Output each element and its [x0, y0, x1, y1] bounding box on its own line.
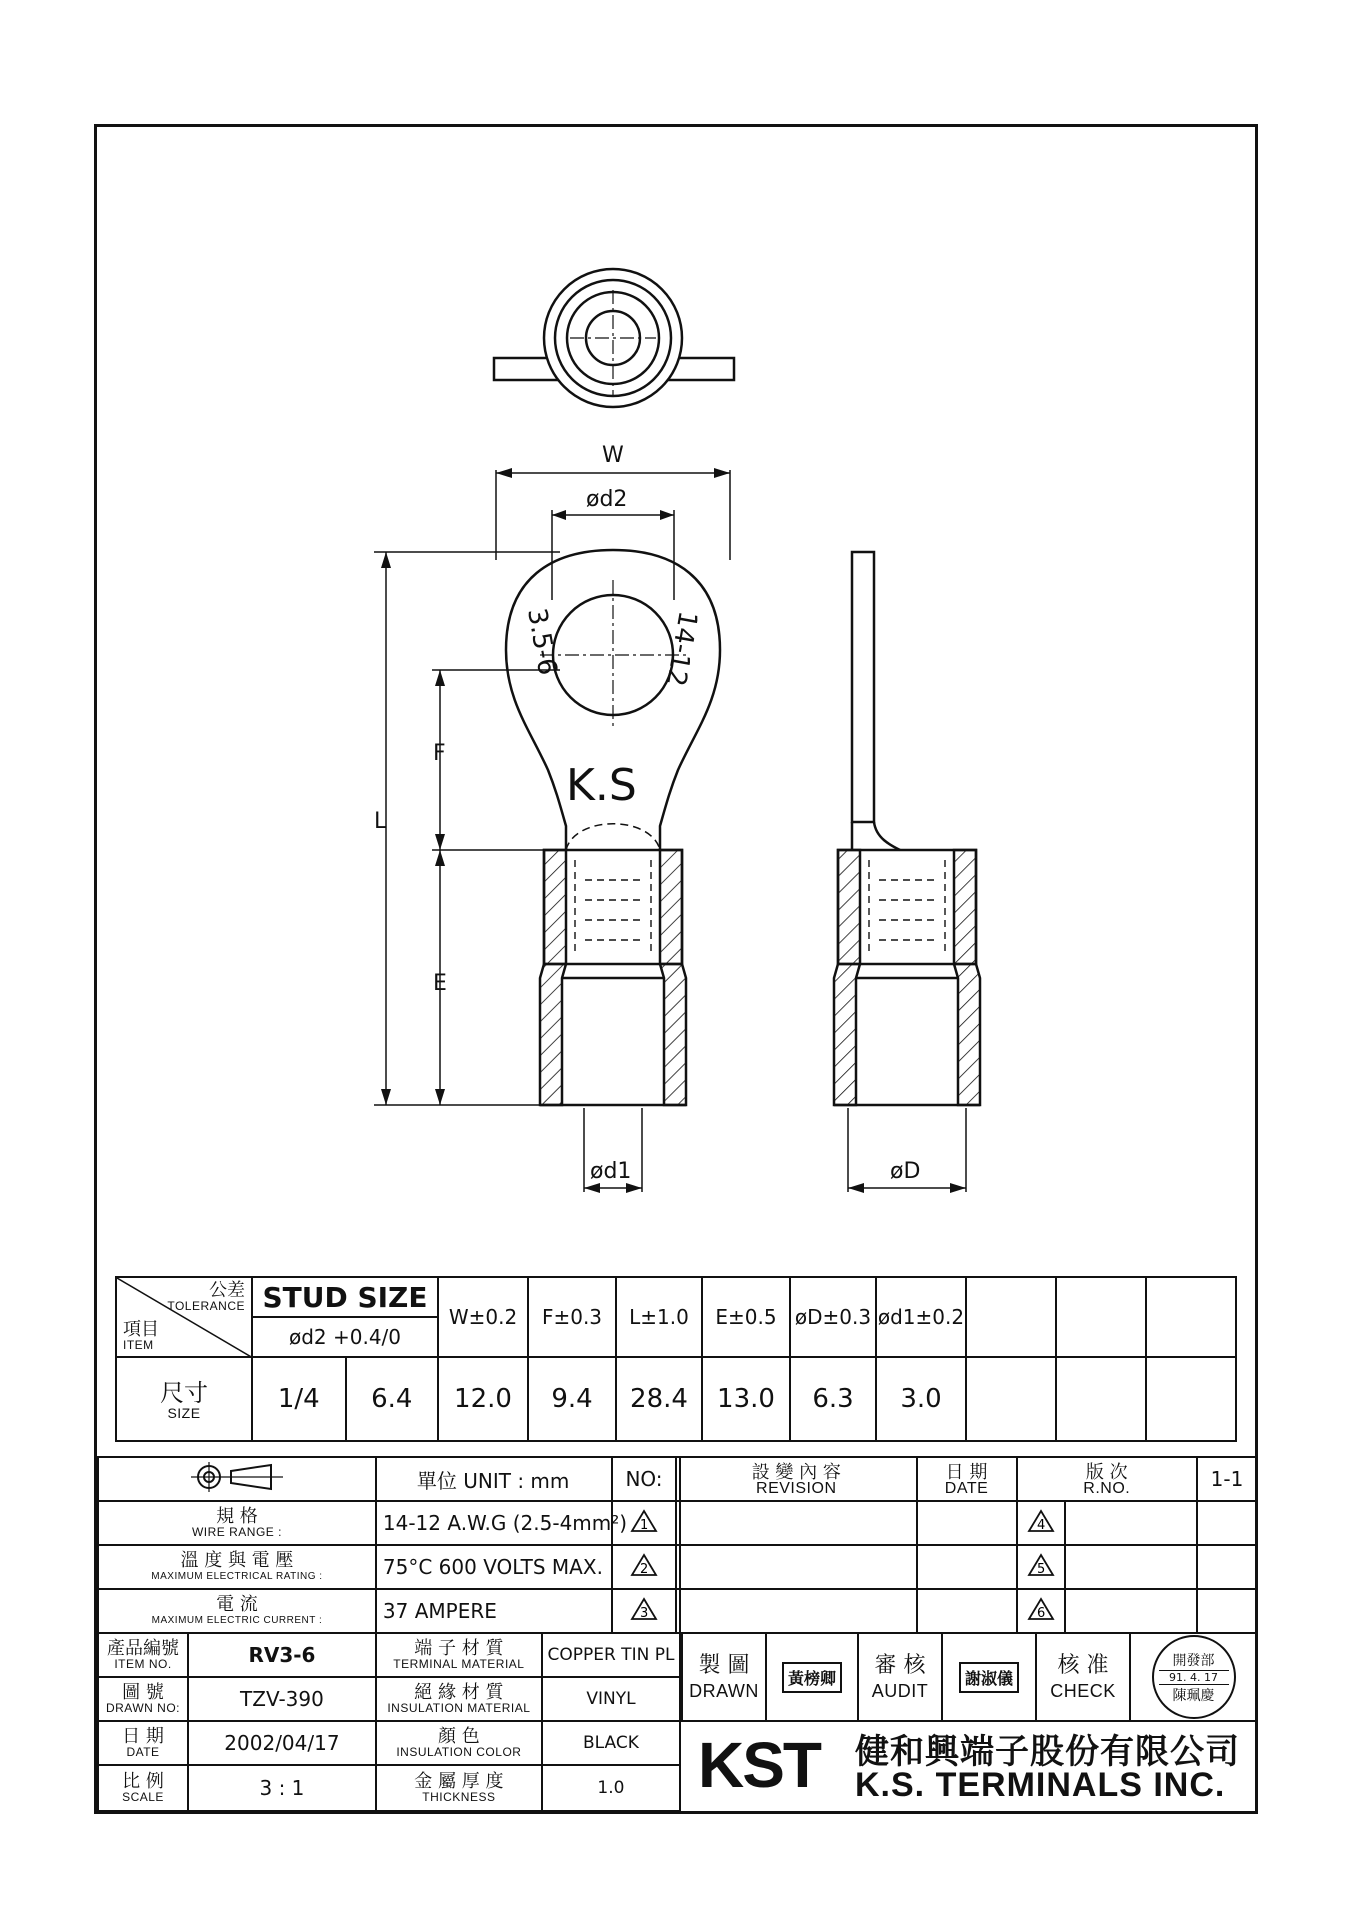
drawn-no-label: [98, 1677, 188, 1721]
empty-val-2: [1056, 1357, 1146, 1441]
thick-label: [376, 1765, 542, 1811]
empty-val-1: [966, 1357, 1056, 1441]
rev-date-6: [1197, 1589, 1257, 1633]
company-logo: [690, 1718, 1255, 1808]
triangle-mark-icon: [630, 1553, 658, 1577]
projection-symbol: [98, 1457, 376, 1501]
rno-zh: 版 次: [1085, 1461, 1128, 1483]
scale-en: SCALE: [122, 1789, 164, 1804]
seal-date: 91. 4. 17: [1169, 1670, 1218, 1684]
svg-text:4: 4: [1036, 1518, 1045, 1533]
item-no-label: [98, 1633, 188, 1677]
size-en: SIZE: [167, 1404, 201, 1421]
ins-color-en: INSULATION COLOR: [396, 1744, 522, 1759]
item-no-value: RV3-6: [188, 1633, 376, 1677]
stud-size-header: STUD SIZE: [252, 1277, 438, 1317]
rev-desc-6: [1065, 1589, 1197, 1633]
ins-color-value: BLACK: [542, 1721, 680, 1765]
ins-mat-en: INSULATION MATERIAL: [387, 1700, 531, 1715]
rev-mark-5: [1017, 1545, 1065, 1589]
value-w: 12.0: [438, 1357, 528, 1441]
triangle-mark-icon: [1027, 1509, 1055, 1533]
svg-text:5: 5: [1036, 1562, 1045, 1577]
audit-signature: [942, 1633, 1036, 1721]
drawn-label: [682, 1633, 766, 1721]
approval-table: [681, 1632, 1258, 1722]
value-D: 6.3: [790, 1357, 876, 1441]
rev-desc-4: [1065, 1501, 1197, 1545]
size-zh: 尺寸: [160, 1378, 208, 1407]
audit-en: AUDIT: [871, 1681, 929, 1701]
side-view: [834, 552, 980, 1105]
rev-desc-1: [676, 1501, 917, 1545]
audit-label: [858, 1633, 942, 1721]
size-label-cell: [116, 1357, 252, 1441]
wire-range-zh: 規 格: [216, 1505, 258, 1527]
term-mat-value: COPPER TIN PL: [542, 1633, 680, 1677]
svg-text:6: 6: [1036, 1606, 1045, 1621]
scale-value: 3 : 1: [188, 1765, 376, 1811]
thick-en: THICKNESS: [422, 1789, 496, 1804]
empty-col-2: [1056, 1277, 1146, 1357]
rev-desc-5: [1065, 1545, 1197, 1589]
rev-mark-3: [612, 1589, 676, 1633]
date-label-zh: 日 期: [122, 1725, 164, 1747]
col-d1: ød1±0.2: [876, 1277, 966, 1357]
rev-desc-3: [676, 1589, 917, 1633]
scale-label: [98, 1765, 188, 1811]
svg-text:2: 2: [640, 1562, 649, 1577]
unit-cell: 單位 UNIT : mm: [376, 1457, 680, 1501]
wire-range-label: [98, 1501, 376, 1545]
item-en: ITEM: [123, 1338, 154, 1352]
marking-center: K.S: [566, 760, 637, 811]
item-no-en: ITEM NO.: [114, 1656, 172, 1671]
revision-zh: 設 變 內 容: [751, 1461, 841, 1483]
revision-en: REVISION: [756, 1479, 837, 1497]
company-name-en: K.S. TERMINALS INC.: [855, 1766, 1226, 1804]
date-value: 2002/04/17: [188, 1721, 376, 1765]
current-label: [98, 1589, 376, 1633]
rating-en: MAXIMUM ELECTRICAL RATING :: [151, 1570, 323, 1582]
audit-zh: 審 核: [874, 1653, 926, 1678]
value-e: 13.0: [702, 1357, 790, 1441]
drawn-no-value: TZV-390: [188, 1677, 376, 1721]
rno-value: 1-1: [1197, 1457, 1257, 1501]
rev-mark-4: [1017, 1501, 1065, 1545]
date-label: [98, 1721, 188, 1765]
scale-zh: 比 例: [122, 1770, 164, 1792]
check-label: [1036, 1633, 1130, 1721]
col-f: F±0.3: [528, 1277, 616, 1357]
svg-text:1: 1: [640, 1518, 649, 1533]
dim-e-label: E: [433, 971, 447, 996]
empty-col-1: [966, 1277, 1056, 1357]
svg-text:3: 3: [640, 1606, 649, 1621]
tolerance-zh: 公差: [209, 1280, 245, 1301]
item-no-zh: 產品編號: [107, 1637, 179, 1659]
tolerance-en: TOLERANCE: [167, 1299, 245, 1313]
end-view: [494, 269, 734, 407]
triangle-mark-icon: [1027, 1553, 1055, 1577]
dim-d2-label: ød2: [586, 487, 628, 512]
dim-d1-label: ød1: [590, 1159, 632, 1184]
approval-seal: [1152, 1635, 1236, 1719]
drawn-signature: [766, 1633, 858, 1721]
ins-color-zh: 顏 色: [438, 1725, 480, 1747]
date-header: [917, 1457, 1017, 1501]
spec-table: [115, 1276, 1237, 1442]
dim-D-label: øD: [890, 1159, 921, 1184]
current-value: 37 AMPERE: [376, 1589, 680, 1633]
company-name-zh: 健和興端子股份有限公司: [855, 1732, 1240, 1772]
item-zh: 項目: [123, 1319, 159, 1340]
term-mat-zh: 端 子 材 質: [414, 1637, 504, 1659]
wire-range-value: 14-12 A.W.G (2.5-4mm²): [376, 1501, 680, 1545]
value-f: 9.4: [528, 1357, 616, 1441]
rev-date-2: [917, 1545, 1017, 1589]
thick-value: 1.0: [542, 1765, 680, 1811]
marking-left: 3.5-6: [521, 606, 563, 678]
check-en: CHECK: [1050, 1681, 1116, 1701]
ins-color-label: [376, 1721, 542, 1765]
col-w: W±0.2: [438, 1277, 528, 1357]
rating-value: 75°C 600 VOLTS MAX.: [376, 1545, 680, 1589]
rno-en: R.NO.: [1083, 1479, 1131, 1497]
drawn-no-zh: 圖 號: [122, 1681, 164, 1703]
kst-logo: KST: [698, 1729, 820, 1801]
wire-range-en: WIRE RANGE :: [191, 1524, 282, 1539]
ins-mat-label: [376, 1677, 542, 1721]
date-label-en: DATE: [126, 1744, 160, 1759]
third-angle-projection-icon: [187, 1462, 287, 1492]
triangle-mark-icon: [630, 1597, 658, 1621]
rev-date-5: [1197, 1545, 1257, 1589]
rev-mark-6: [1017, 1589, 1065, 1633]
seal-top: 開發部: [1159, 1650, 1229, 1671]
value-stud: 1/4: [252, 1357, 346, 1441]
date-header-zh: 日 期: [945, 1461, 988, 1483]
col-e: E±0.5: [702, 1277, 790, 1357]
rev-mark-2: [612, 1545, 676, 1589]
check-seal-cell: [1130, 1633, 1257, 1721]
value-d2: 6.4: [346, 1357, 439, 1441]
ins-mat-value: VINYL: [542, 1677, 680, 1721]
rev-desc-2: [676, 1545, 917, 1589]
rev-date-1: [917, 1501, 1017, 1545]
col-l: L±1.0: [616, 1277, 702, 1357]
current-en: MAXIMUM ELECTRIC CURRENT :: [151, 1614, 323, 1626]
marking-right: 14-12: [659, 608, 703, 689]
rev-mark-1: [612, 1501, 676, 1545]
drawn-zh: 製 圖: [698, 1653, 750, 1678]
dim-w-label: W: [602, 443, 624, 468]
drawn-en: DRAWN: [689, 1681, 759, 1701]
triangle-mark-icon: [1027, 1597, 1055, 1621]
rev-date-4: [1197, 1501, 1257, 1545]
current-zh: 電 流: [216, 1593, 258, 1615]
rating-zh: 溫 度 與 電 壓: [180, 1549, 294, 1571]
thick-zh: 金 屬 厚 度: [414, 1770, 504, 1792]
term-mat-label: [376, 1633, 542, 1677]
dim-l-label: L: [374, 809, 387, 834]
d2-header: ød2 +0.4/0: [252, 1317, 438, 1357]
title-block-left: [97, 1456, 681, 1812]
seal-name: 陳珮慶: [1159, 1684, 1229, 1705]
term-mat-en: TERMINAL MATERIAL: [393, 1656, 525, 1671]
check-zh: 核 准: [1057, 1653, 1109, 1678]
drawn-no-en: DRAWN NO:: [105, 1700, 181, 1715]
rating-label: [98, 1545, 376, 1589]
value-l: 28.4: [616, 1357, 702, 1441]
audit-stamp: 謝淑儀: [959, 1662, 1019, 1693]
empty-col-3: [1146, 1277, 1236, 1357]
value-d1: 3.0: [876, 1357, 966, 1441]
revision-table: [611, 1456, 1258, 1634]
no-header: NO:: [612, 1457, 676, 1501]
revision-header: [676, 1457, 917, 1501]
dim-f-label: F: [433, 741, 446, 766]
rev-date-3: [917, 1589, 1017, 1633]
empty-val-3: [1146, 1357, 1236, 1441]
col-D: øD±0.3: [790, 1277, 876, 1357]
date-header-en: DATE: [944, 1479, 989, 1497]
tolerance-item-cell: [116, 1277, 252, 1357]
rno-header: [1017, 1457, 1197, 1501]
drawn-stamp: 黃榜卿: [782, 1662, 842, 1693]
ins-mat-zh: 絕 緣 材 質: [414, 1681, 504, 1703]
triangle-mark-icon: [630, 1509, 658, 1533]
